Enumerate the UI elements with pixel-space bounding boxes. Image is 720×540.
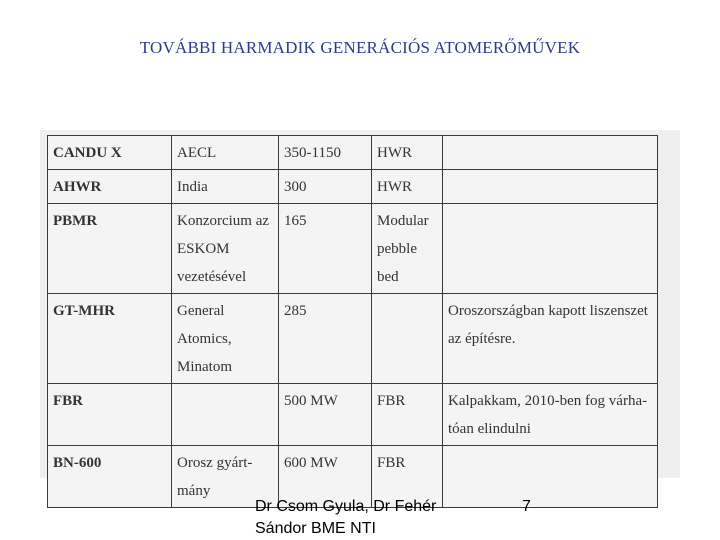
reactor-type: HWR — [372, 170, 443, 204]
reactor-name: BN-600 — [48, 446, 172, 508]
reactor-power: 350-1150 — [279, 136, 372, 170]
reactor-type: FBR — [372, 384, 443, 446]
reactor-power: 300 — [279, 170, 372, 204]
reactor-note — [443, 170, 658, 204]
table-row — [48, 384, 658, 446]
table-row — [48, 136, 658, 170]
reactor-type — [372, 294, 443, 384]
reactor-power: 600 MW — [279, 446, 372, 508]
reactor-type: FBR — [372, 446, 443, 508]
reactor-table — [47, 135, 658, 508]
reactor-vendor: General Atomics, Minatom — [172, 294, 279, 384]
reactor-name: CANDU X — [48, 136, 172, 170]
reactor-type: HWR — [372, 136, 443, 170]
reactor-note — [443, 136, 658, 170]
reactor-name: AHWR — [48, 170, 172, 204]
page-number: 7 — [522, 498, 531, 515]
table-row — [48, 294, 658, 384]
table-row — [48, 204, 658, 294]
table-row — [48, 170, 658, 204]
reactor-vendor: India — [172, 170, 279, 204]
reactor-name: FBR — [48, 384, 172, 446]
reactor-name: GT-MHR — [48, 294, 172, 384]
reactor-power: 500 MW — [279, 384, 372, 446]
footer-authors: Dr Csom Gyula, Dr Fehér Sándor BME NTI — [255, 498, 437, 537]
reactor-note — [443, 204, 658, 294]
reactor-vendor: Konzorcium az ESKOM vezetésével — [172, 204, 279, 294]
reactor-power: 165 — [279, 204, 372, 294]
reactor-note: Kalpakkam, 2010-ben fog várha-tóan elindulni — [443, 384, 658, 446]
reactor-vendor: Orosz gyárt-mány — [172, 446, 279, 508]
reactor-note: Oroszországban kapott liszenszet az építésre. — [443, 294, 658, 384]
reactor-power: 285 — [279, 294, 372, 384]
reactor-type: Modular pebble bed — [372, 204, 443, 294]
slide-title: TOVÁBBI HARMADIK GENERÁCIÓS ATOMERŐMŰVEK — [139, 38, 581, 57]
reactor-vendor — [172, 384, 279, 446]
reactor-vendor: AECL — [172, 136, 279, 170]
reactor-name: PBMR — [48, 204, 172, 294]
